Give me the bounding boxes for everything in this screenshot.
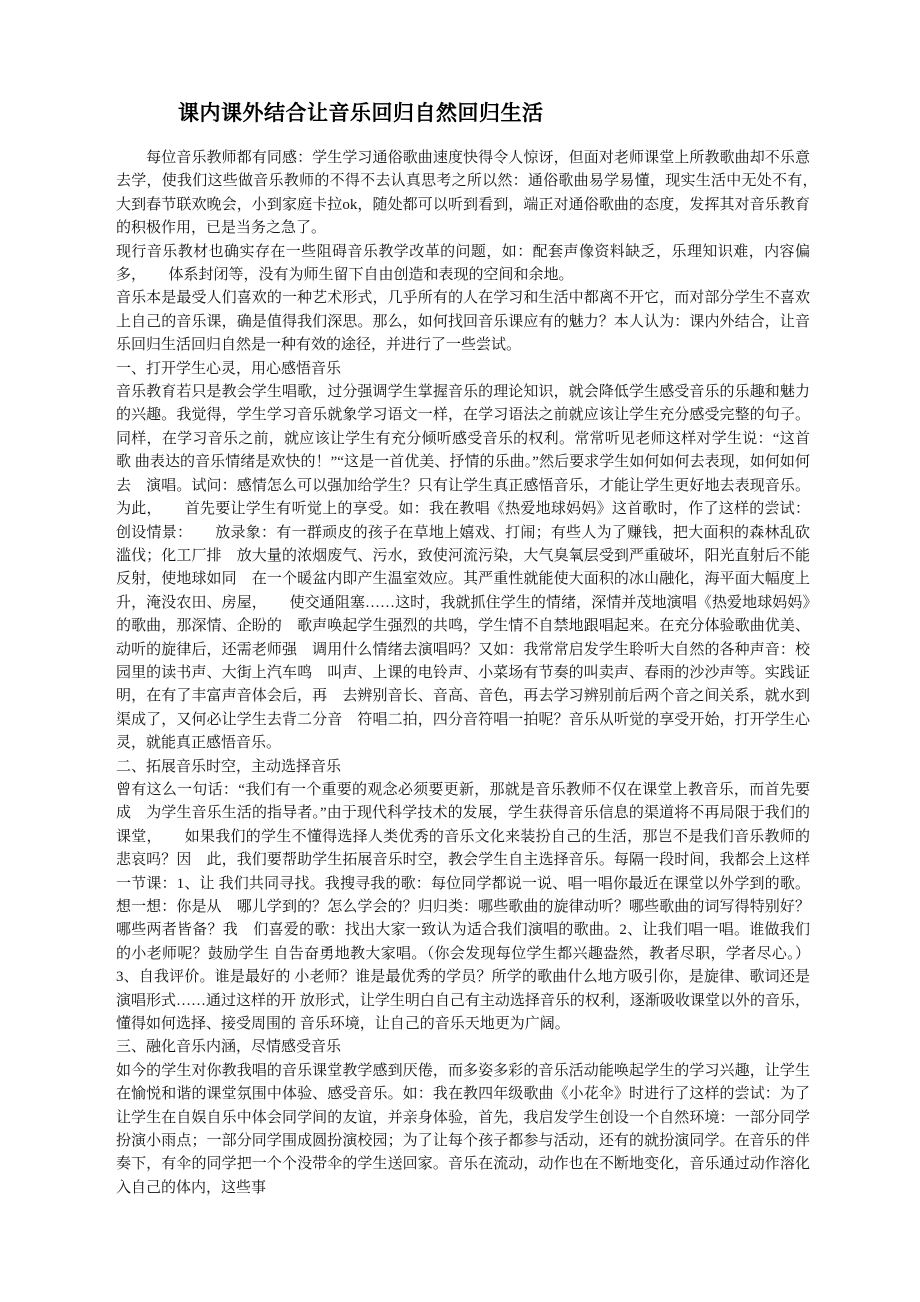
paragraph: 曾有这么一句话：“我们有一个重要的观念必须要更新，那就是音乐教师不仅在课堂上教音乐，而首先要成 为学生音乐生活的指导者。”由于现代科学技术的发展，学生获得音乐信息的渠道将不再局限于我们的课堂， 如果我们的学生不懂得选择人类优秀的音乐文化来装扮自己的生活，那岂不是我们音乐教师的悲哀吗？因 此，我们要帮助学生拓展音乐时空，教会学生自主选择音乐。每隔一段时间，我都会上这样一节课：1、让 我们共同寻找。我搜寻我的歌：每位同学都说一说、唱一唱你最近在课堂以外学到的歌。想一想：你是从 哪儿学到的？怎么学会的？归归类：哪些歌曲的旋律动听？哪些歌曲的词写得特别好？哪些两者皆备？我 们喜爱的歌：找出大家一致认为适合我们演唱的歌曲。2、让我们唱一唱。谁做我们的小老师呢？鼓励学生 自告奋勇地教大家唱。（你会发现每位学生都兴趣盎然，教者尽职，学者尽心。）3、自我评价。谁是最好的 小老师？谁是最优秀的学员？所学的歌曲什么地方吸引你，是旋律、歌词还是演唱形式……通过这样的开 放形式，让学生明白自己有主动选择音乐的权利，逐渐吸收课堂以外的音乐，懂得如何选择、接受周围的 音乐环境，让自己的音乐天地更为广阔。 bbox=[116, 781, 810, 1033]
document-body bbox=[116, 147, 841, 1200]
section-heading-1: 一、打开学生心灵，用心感悟音乐 bbox=[116, 360, 342, 377]
paragraph: 现行音乐教材也确实存在一些阻碍音乐教学改革的问题，如：配套声像资料缺乏，乐理知识难，内容偏多， 体系封闭等，没有为师生留下自由创造和表现的空间和余地。 bbox=[116, 243, 810, 284]
paragraph: 音乐本是最受人们喜欢的一种艺术形式，几乎所有的人在学习和生活中都离不开它，而对部分学生不喜欢 上自己的音乐课，确是值得我们深思。那么，如何找回音乐课应有的魅力？本人认为：课内外结合，让音 乐回归生活回归自然是一种有效的途径，并进行了一些尝试。 bbox=[116, 290, 826, 354]
page-title: 课内课外结合让音乐回归自然回归生活 bbox=[178, 101, 544, 125]
paragraph: 如今的学生对你教我唱的音乐课堂教学感到厌倦，而多姿多彩的音乐活动能唤起学生的学习兴趣，让学生 在愉悦和谐的课堂氛围中体验、感受音乐。如：我在教四年级歌曲《小花伞》时进行了这样的尝试：为了 让学生在自娱自乐中体会同学间的友谊，并亲身体验，首先，我启发学生创设一个自然环境：一部分同学 扮演小雨点；一部分同学围成圆扮演校园；为了让每个孩子都参与活动，还有的就扮演同学。在音乐的伴 奏下，有伞的同学把一个个没带伞的学生送回家。音乐在流动，动作也在不断地变化，音乐通过动作溶化 入自己的体内，这些事 bbox=[116, 1062, 826, 1196]
paragraph: 音乐教育若只是教会学生唱歌，过分强调学生掌握音乐的理论知识，就会降低学生感受音乐的乐趣和魅力 的兴趣。我觉得，学生学习音乐就象学习语文一样，在学习语法之前就应该让学生充分感受完整的句子。 同样，在学习音乐之前，就应该让学生有充分倾听感受音乐的权利。常常听见老师这样对学生说：“这首歌 曲表达的音乐情绪是欢快的！”“这是一首优美、抒情的乐曲。”然后要求学生如何如何去表现，如何如何去 演唱。试问：感情怎么可以强加给学生？只有让学生真正感悟音乐，才能让学生更好地去表现音乐。为此， 首先要让学生有听觉上的享受。如：我在教唱《热爱地球妈妈》这首歌时，作了这样的尝试：创设情景： 放录象：有一群顽皮的孩子在草地上嬉戏、打闹；有些人为了赚钱，把大面积的森林乱砍滥伐；化工厂排 放大量的浓烟废气、污水，致使河流污染，大气臭氧层受到严重破坏，阳光直射后不能反射，使地球如同 在一个暖盆内即产生温室效应。其严重性就能使大面积的冰山融化，海平面大幅度上升，淹没农田、房屋， 使交通阻塞……这时，我就抓住学生的情绪，深情并茂地演唱《热爱地球妈妈》的歌曲，那深情、企盼的 歌声唤起学生强烈的共鸣，学生情不自禁地跟唱起来。在充分体验歌曲优美、动听的旋律后，还需老师强 调用什么情绪去演唱吗？又如：我常常启发学生聆听大自然的各种声音：校园里的读书声、大街上汽车鸣 叫声、上课的电铃声、小菜场有节奏的叫卖声、春雨的沙沙声等。实践证明，在有了丰富声音体会后，再 去辨别音长、音高、音色，再去学习辨别前后两个音之间关系，就水到渠成了，又何必让学生去背二分音 符唱二拍，四分音符唱一拍呢？音乐从听觉的享受开始，打开学生心灵，就能真正感悟音乐。 bbox=[116, 384, 826, 752]
paragraph: 每位音乐教师都有同感：学生学习通俗歌曲速度快得令人惊讶，但面对老师课堂上所教歌曲却不乐意 去学，使我们这些做音乐教师的不得不去认真思考之所以然：通俗歌曲易学易懂，现实生活中无处不有， 大到春节联欢晚会，小到家庭卡拉ok，随处都可以听到看到，端正对通俗歌曲的态度，发挥其对音乐教育 的积极作用，已是当务之急了。 bbox=[116, 150, 841, 237]
section-heading-2: 二、拓展音乐时空，主动选择音乐 bbox=[116, 758, 342, 775]
section-heading-3: 三、融化音乐内涵，尽情感受音乐 bbox=[116, 1039, 342, 1056]
